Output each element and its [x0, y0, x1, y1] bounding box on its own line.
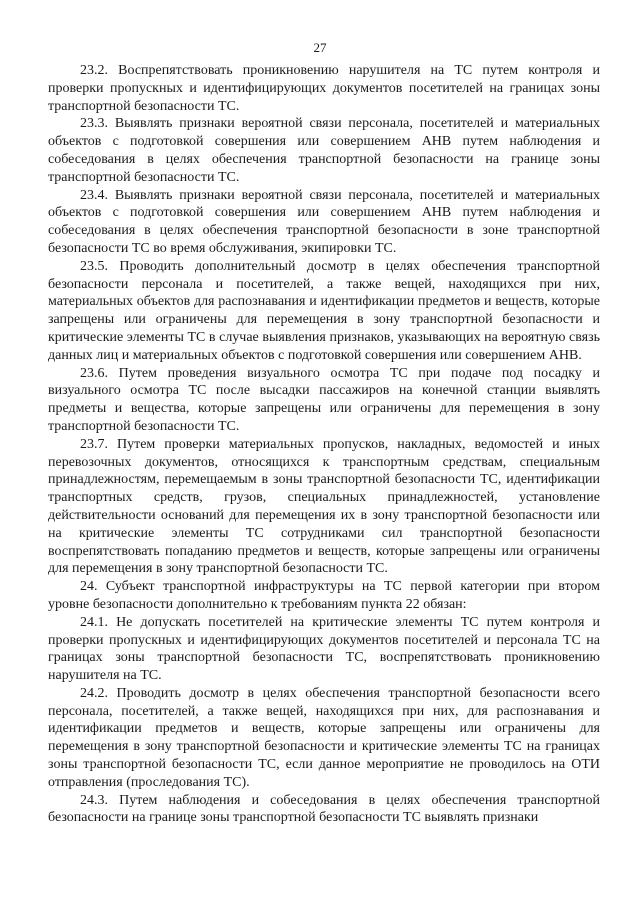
paragraph-24: 24. Субъект транспортной инфраструктуры на ТС первой категории при втором уровне безопасности дополнительно к требованиям пункта 22 обязан:: [48, 579, 600, 612]
paragraph-24-3: 24.3. Путем наблюдения и собеседования в целях обеспечения транспортной безопасности на границе зоны транспортной безопасности ТС выявлять признаки: [48, 792, 600, 826]
document-body: [48, 62, 600, 827]
paragraph-24-2: 24.2. Проводить досмотр в целях обеспечения транспортной безопасности всего персонала, посетителей, а также вещей, находящихся при них, для распознавания и идентификации предметов и веществ, которые запрещены или ограничены для перемещения в зону транспортной безопасности и критические элементы ТС на границах зоны транспортной безопасности ТС, если данное мероприятие не проводилось на ОТИ отправления (проследования ТС).: [48, 685, 600, 790]
paragraph-23-4: 23.4. Выявлять признаки вероятной связи персонала, посетителей и материальных объектов с подготовкой совершения или совершением АНВ путем наблюдения и собеседования в целях обеспечения транспортной безопасности в зоне транспортной безопасности ТС во время обслуживания, экипировки ТС.: [48, 187, 600, 256]
paragraph-24-1: 24.1. Не допускать посетителей на критические элементы ТС путем контроля и проверки пропускных и идентифицирующих документов посетителей и персонала ТС на границах зоны транспортной безопасности ТС, воспрепятствовать проникновению нарушителя на ТС.: [48, 614, 600, 684]
paragraph-23-6: 23.6. Путем проведения визуального осмотра ТС при подаче под посадку и визуального осмотра ТС после высадки пассажиров на конечной станции выявлять предметы и вещества, которые запрещены или ограничены для перемещения в зону транспортной безопасности ТС.: [48, 365, 600, 434]
paragraph-23-3: 23.3. Выявлять признаки вероятной связи персонала, посетителей и материальных объектов с подготовкой совершения или совершением АНВ путем наблюдения и собеседования в целях обеспечения транспортной безопасности на границе зоны транспортной безопасности ТС.: [48, 116, 600, 185]
paragraph-23-7: 23.7. Путем проверки материальных пропусков, накладных, ведомостей и иных перевозочных документов, относящихся к транспортным средствам, специальным принадлежностям, перемещаемым в зоны транспортной безопасности ТС, идентификации транспортных средств, грузов, специальных принадлежностей, установление действительности оснований для перемещения их в зону транспортной безопасности или на критические элементы ТС сотрудниками сил транспортной безопасности воспрепятствовать попаданию предметов и веществ, которые запрещены или ограничены для перемещения в зону транспортной безопасности ТС.: [48, 436, 600, 577]
paragraph-23-5: 23.5. Проводить дополнительный досмотр в целях обеспечения транспортной безопасности персонала и посетителей, а также вещей, находящихся при них, материальных объектов для распознавания и идентификации предметов и веществ, которые запрещены или ограничены для перемещения в зону транспортной безопасности и критические элементы ТС в случае выявления признаков, указывающих на вероятную связь данных лиц и материальных объектов с подготовкой совершения или совершением АНВ.: [48, 258, 600, 363]
page-number: 27: [313, 40, 327, 55]
paragraph-23-2: 23.2. Воспрепятствовать проникновению нарушителя на ТС путем контроля и проверки пропускных и идентифицирующих документов посетителей на границах зоны транспортной безопасности ТС.: [48, 63, 600, 114]
